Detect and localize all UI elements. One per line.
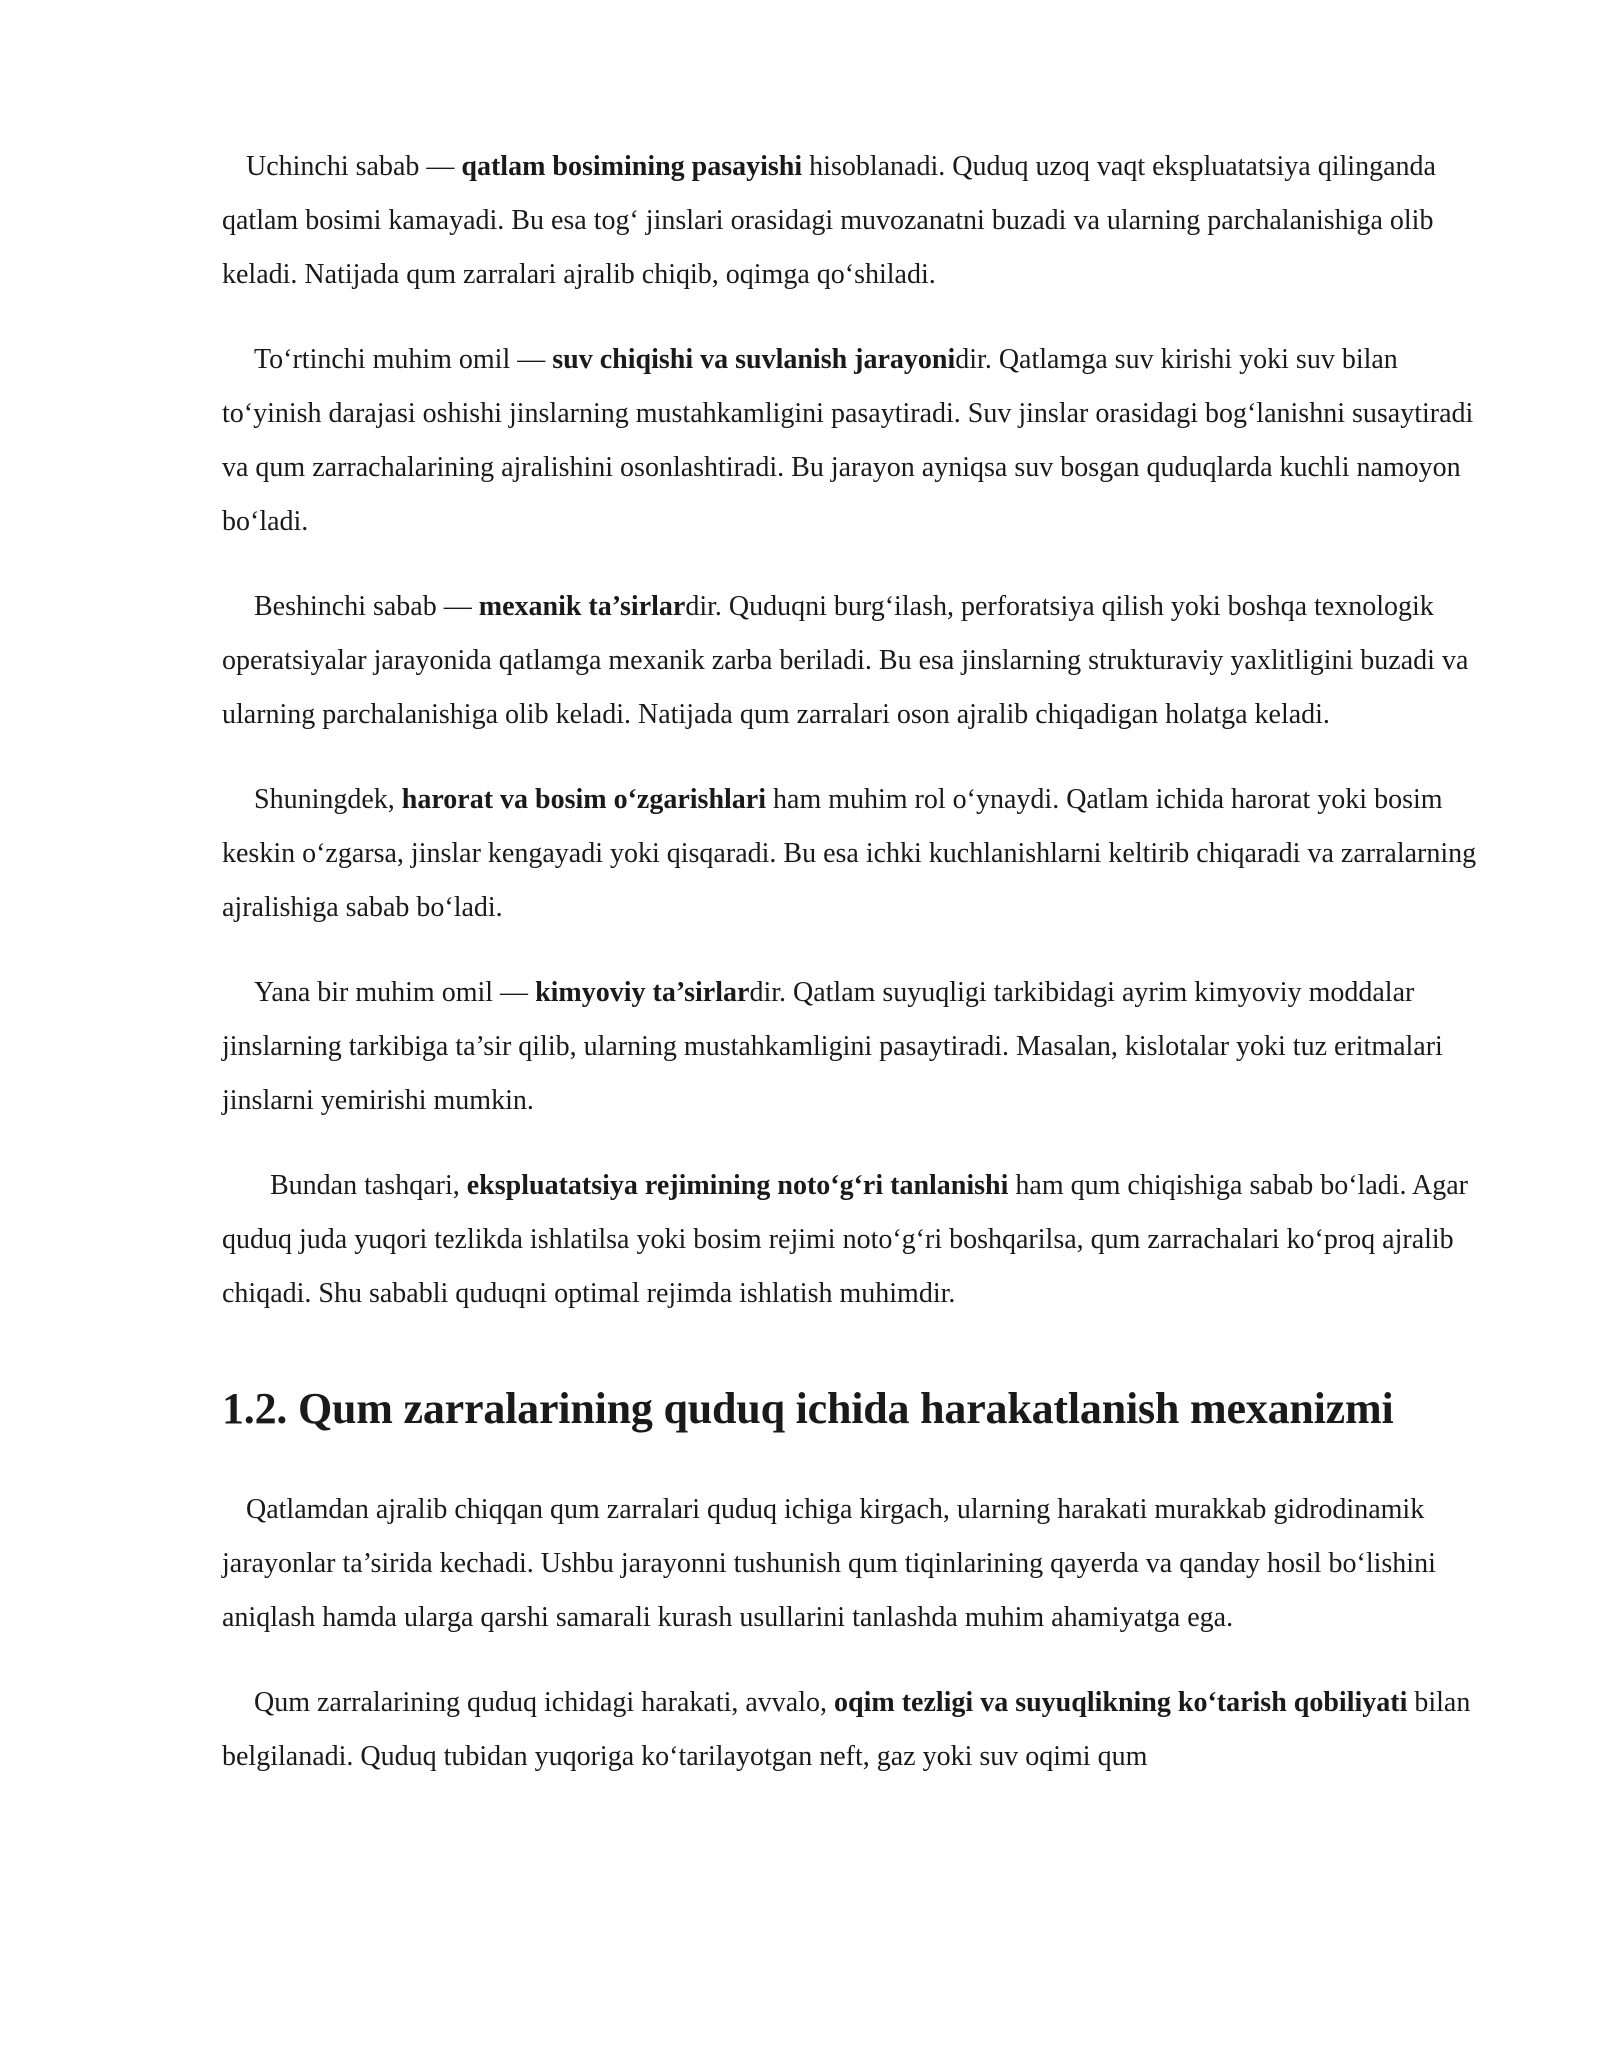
paragraph-text: ham muhim rol o‘ynaydi. Qatlam ichida harorat yoki bosim keskin o‘zgarsa, jinslar kengayadi yoki qisqaradi. Bu esa ichki kuchlanishlarni keltirib chiqaradi va zarralarning ajralishiga sabab bo‘ladi. (222, 784, 1477, 923)
section-mechanism (222, 1483, 1502, 1784)
paragraph-text: Yana bir muhim omil — (254, 977, 536, 1008)
paragraph-text: Qum zarralarining quduq ichidagi harakati, avvalo, (254, 1687, 835, 1718)
paragraph-text: ham qum chiqishiga sabab bo‘ladi. Agar quduq juda yuqori tezlikda ishlatilsa yoki bosim rejimi noto‘g‘ri boshqarilsa, qum zarrachalari ko‘proq ajralib chiqadi. Shu sababli quduqni optimal rejimda ishlatish muhimdir. (222, 1170, 1468, 1309)
paragraph-text: Bundan tashqari, (270, 1170, 467, 1201)
emphasis-term: suv chiqishi va suvlanish jarayoni (552, 344, 956, 375)
paragraph-text: Shuningdek, (254, 784, 402, 815)
emphasis-term: oqim tezligi va suyuqlikning ko‘tarish qobiliyati (834, 1687, 1408, 1718)
emphasis-term: qatlam bosimining pasayishi (461, 151, 803, 182)
paragraph-text: Uchinchi sabab — (246, 151, 462, 182)
paragraph (222, 773, 1502, 935)
paragraph-text: bilan belgilanadi. Quduq tubidan yuqoriga ko‘tarilayotgan neft, gaz yoki suv oqimi qum (222, 1687, 1471, 1772)
paragraph (222, 580, 1502, 742)
paragraph-text: Beshinchi sabab — (254, 591, 479, 622)
paragraph-text: Qatlamdan ajralib chiqqan qum zarralari quduq ichiga kirgach, ularning harakati murakkab gidrodinamik jarayonlar ta’sirida kechadi. Ushbu jarayonni tushunish qum tiqinlarining qayerda va qanday hosil bo‘lishini aniqlash hamda ularga qarshi samarali kurash usullarini tanlashda muhim ahamiyatga ega. (222, 1494, 1436, 1633)
paragraph-text: hisoblanadi. Quduq uzoq vaqt ekspluatatsiya qilinganda qatlam bosimi kamayadi. Bu esa tog‘ jinslari orasidagi muvozanatni buzadi va ularning parchalanishiga olib keladi. Natijada qum zarralari ajralib chiqib, oqimga qo‘shiladi. (222, 151, 1436, 290)
emphasis-term: mexanik ta’sirlar (478, 591, 686, 622)
emphasis-term: harorat va bosim o‘zgarishlari (401, 784, 767, 815)
paragraph-text: To‘rtinchi muhim omil — (254, 344, 553, 375)
paragraph (222, 140, 1502, 302)
paragraph-text: dir. Quduqni burg‘ilash, perforatsiya qilish yoki boshqa texnologik operatsiyalar jarayonida qatlamga mexanik zarba beriladi. Bu esa jinslarning strukturaviy yaxlitligini buzadi va ularning parchalanishiga olib keladi. Natijada qum zarralari oson ajralib chiqadigan holatga keladi. (222, 591, 1469, 730)
emphasis-term: ekspluatatsiya rejimining noto‘g‘ri tanlanishi (466, 1170, 1009, 1201)
section-heading: 1.2. Qum zarralarining quduq ichida harakatlanish mexanizmi (222, 1384, 1394, 1433)
paragraph-text: dir. Qatlamga suv kirishi yoki suv bilan to‘yinish darajasi oshishi jinslarning mustahkamligini pasaytiradi. Suv jinslar orasidagi bog‘lanishni susaytiradi va qum zarrachalarining ajralishini osonlashtiradi. Bu jarayon ayniqsa suv bosgan quduqlarda kuchli namoyon bo‘ladi. (222, 344, 1474, 537)
paragraph-text: dir. Qatlam suyuqligi tarkibidagi ayrim kimyoviy moddalar jinslarning tarkibiga ta’sir qilib, ularning mustahkamligini pasaytiradi. Masalan, kislotalar yoki tuz eritmalari jinslarni yemirishi mumkin. (222, 977, 1443, 1116)
document-page (222, 140, 1502, 1815)
paragraph (222, 1676, 1502, 1784)
section-causes (222, 140, 1502, 1321)
emphasis-term: kimyoviy ta’sirlar (535, 977, 750, 1008)
paragraph (222, 1483, 1502, 1645)
paragraph (222, 333, 1502, 549)
paragraph (222, 966, 1502, 1128)
paragraph (222, 1159, 1502, 1321)
